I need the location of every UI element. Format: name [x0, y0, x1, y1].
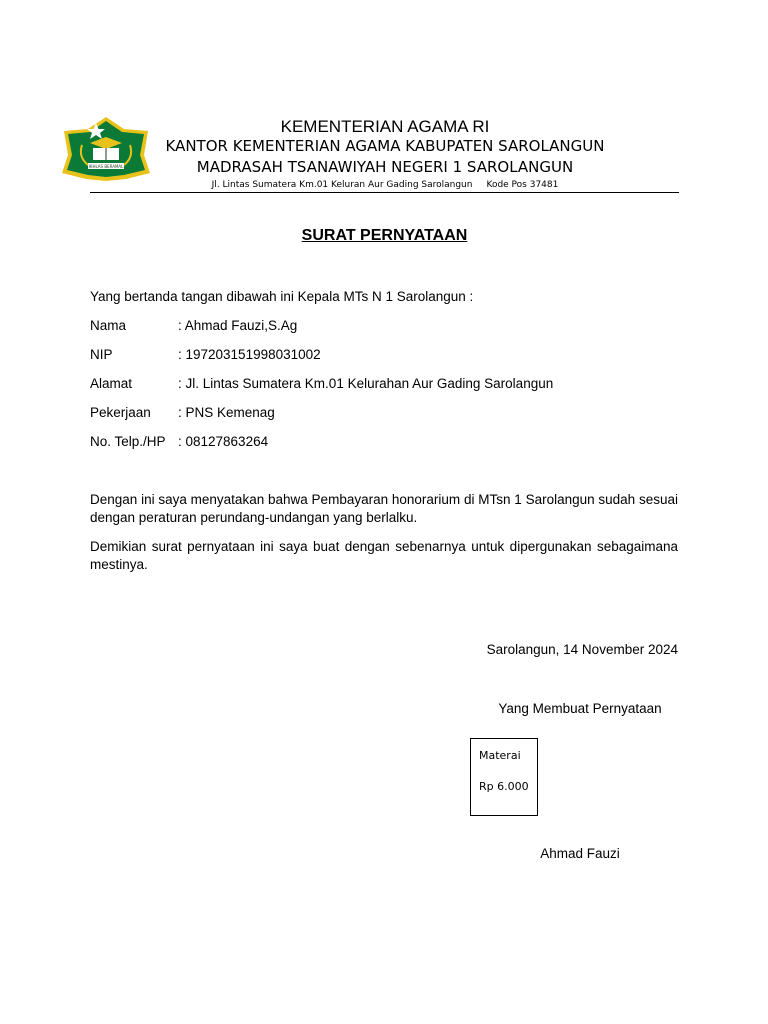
statement-paragraph: Dengan ini saya menyatakan bahwa Pembayaran honorarium di MTsn 1 Sarolangun sudah sesuai dengan peraturan perundang-undangan yang berlalku. — [90, 492, 678, 525]
letterhead-school: MADRASAH TSANAWIYAH NEGERI 1 SAROLANGUN — [196, 158, 574, 176]
identity-value: : PNS Kemenag — [178, 405, 275, 420]
identity-label: Alamat — [90, 376, 133, 391]
materai-amount: Rp 6.000 — [479, 780, 529, 793]
identity-value: : Jl. Lintas Sumatera Km.01 Kelurahan Aur Gading Sarolangun — [178, 376, 554, 391]
signer-name: Ahmad Fauzi — [540, 846, 620, 861]
intro-text: Yang bertanda tangan dibawah ini Kepala MTs N 1 Sarolangun : — [90, 289, 474, 304]
identity-label: Pekerjaan — [90, 405, 151, 420]
logo-motto: IKHLAS BERAMAL — [88, 164, 124, 169]
kemenag-logo — [60, 115, 152, 183]
materai-label: Materai — [479, 749, 521, 762]
letterhead-address: Jl. Lintas Sumatera Km.01 Keluran Aur Gading Sarolangun — [211, 180, 473, 190]
letterhead-postal-code: Kode Pos 37481 — [486, 180, 559, 190]
materai-stamp-box — [470, 738, 538, 816]
identity-label: NIP — [90, 347, 113, 362]
place-date: Sarolangun, 14 November 2024 — [486, 642, 678, 657]
identity-label: Nama — [90, 318, 127, 333]
identity-label: No. Telp./HP — [90, 434, 166, 449]
letterhead-address-line — [140, 180, 630, 190]
identity-value: : Ahmad Fauzi,S.Ag — [178, 318, 298, 333]
identity-value: : 08127863264 — [178, 434, 269, 449]
letterhead-divider — [90, 192, 679, 193]
letterhead-ministry: KEMENTERIAN AGAMA RI — [280, 117, 490, 136]
closing-paragraph: Demikian surat pernyataan ini saya buat dengan sebenarnya untuk dipergunakan sebagaimana mestinya. — [90, 539, 678, 572]
signature-caption: Yang Membuat Pernyataan — [498, 701, 662, 716]
letterhead-office: KANTOR KEMENTERIAN AGAMA KABUPATEN SAROLANGUN — [165, 137, 605, 155]
identity-value: : 197203151998031002 — [178, 347, 321, 362]
document-title: SURAT PERNYATAAN — [301, 227, 468, 244]
